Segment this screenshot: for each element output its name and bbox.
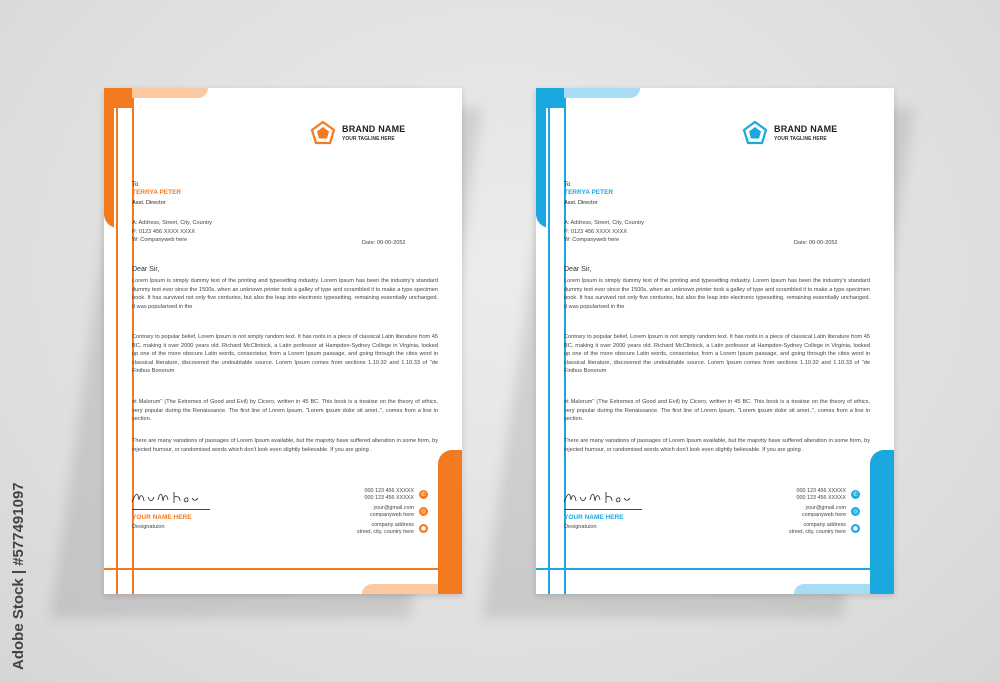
- body-paragraph-4: There are many variations of passages of Lorem Ipsum available, but the majority have suffered alteration in some form, by injected humour, or randomised words which don't look even slightly believable. If you are going .: [564, 438, 870, 453]
- body-paragraph-1: Lorem Ipsum is simply dummy text of the printing and typesetting industry. Lorem Ipsum has been the industry's standard dummy text ever since the 1500s, when an unknown printer took a galley of type and scrambled it to make a type specimen book. It has survived not only five centuries, but also the leap into electronic typesetting, remaining essentially unchanged. It was popularised in the: [564, 278, 870, 310]
- body-paragraph-2: Contrary to popular belief, Lorem Ipsum is not simply random text. It has roots in a piece of classical Latin literature from 45 BC, making it over 2000 years old. Richard McClintock, a Latin professor at Hampden-Sydney College in Virginia, looked up one of the more obscure Latin words, consectetur, from a Lorem Ipsum passage, and going through the cites word in classical literature, discovered the undoubtable source. Lorem Ipsum comes from sections 1.10.32 and 1.10.33 of "de Finibus Bonorum: [132, 334, 438, 375]
- contact-phone-row: [736, 486, 860, 503]
- frame-top-pill: [564, 88, 640, 98]
- body-paragraph-3: et Malorum" (The Extremes of Good and Evil) by Cicero, written in 45 BC. This book is a treatise on the theory of ethics, very popular during the Renaissance. The first line of Lorem Ipsum, "Lorem ipsum dolor sit amet..", comes from a line in section.: [132, 399, 438, 423]
- brand-block: [742, 120, 838, 146]
- recipient-name: TERRYA PETER: [564, 189, 614, 196]
- contact-web: companyweb here: [369, 511, 414, 518]
- your-name: YOUR NAME HERE: [564, 514, 624, 521]
- designation: Designatuion: [132, 524, 165, 530]
- brand-tagline: YOUR TAGLINE HERE: [774, 136, 827, 142]
- phone-line: P: 0123 456 XXXX XXXX: [132, 228, 196, 235]
- salutation: Dear Sir,: [132, 266, 160, 273]
- contact-web: companyweb here: [801, 511, 846, 518]
- letterhead-blue: [536, 88, 894, 594]
- frame-bottom-pill: [794, 584, 870, 594]
- brand-logo-icon: [310, 120, 336, 146]
- signature-line: [564, 509, 642, 510]
- contact-phone-1: 000 123 456 XXXXX: [796, 487, 846, 494]
- contact-address-1: company address: [803, 521, 846, 528]
- recipient-title: Asst. Director: [132, 200, 166, 206]
- frame-bottom-bar: [438, 450, 462, 594]
- frame-bottom-bar: [870, 450, 894, 594]
- frame-bottom-line: [536, 568, 894, 570]
- designation: Designatuion: [564, 524, 597, 530]
- brand-name: BRAND NAME: [342, 124, 406, 134]
- web-line: W: Companyweb here: [564, 237, 620, 244]
- date: Date: 00-00-2052: [794, 240, 838, 246]
- to-label: To: [132, 182, 139, 188]
- stock-id-text: Adobe Stock | #577491097: [10, 482, 27, 670]
- sender-info: [132, 219, 212, 245]
- frame-top-pill: [132, 88, 208, 98]
- contact-email: your@gmail.com: [373, 504, 414, 511]
- contact-phone-row: [304, 486, 428, 503]
- date: Date: 00-00-2052: [362, 240, 406, 246]
- signature-graphic: [562, 488, 642, 508]
- brand-logo-icon: [742, 120, 768, 146]
- phone-line: P: 0123 456 XXXX XXXX: [564, 228, 628, 235]
- body-paragraph-2: Contrary to popular belief, Lorem Ipsum is not simply random text. It has roots in a piece of classical Latin literature from 45 BC, making it over 2000 years old. Richard McClintock, a Latin professor at Hampden-Sydney College in Virginia, looked up one of the more obscure Latin words, consectetur, from a Lorem Ipsum passage, and going through the cites word in classical literature, discovered the undoubtable source. Lorem Ipsum comes from sections 1.10.32 and 1.10.33 of "de Finibus Bonorum: [564, 334, 870, 375]
- brand-block: [310, 120, 406, 146]
- phone-icon: ✆: [852, 491, 859, 498]
- recipient-title: Asst. Director: [564, 200, 598, 206]
- contact-email: your@gmail.com: [805, 504, 846, 511]
- location-icon: ●: [852, 525, 859, 532]
- body-paragraph-4: There are many variations of passages of Lorem Ipsum available, but the majority have suffered alteration in some form, by injected humour, or randomised words which don't look even slightly believable. If you are going .: [132, 438, 438, 453]
- globe-icon: ◎: [852, 508, 859, 515]
- globe-icon: ◎: [420, 508, 427, 515]
- contact-block: [736, 486, 860, 537]
- contact-email-row: [736, 503, 860, 520]
- frame-left-line: [548, 108, 550, 594]
- contact-phone-1: 000 123 456 XXXXX: [364, 487, 414, 494]
- contact-address-2: street, city, country here: [356, 528, 414, 535]
- brand-tagline: YOUR TAGLINE HERE: [342, 136, 395, 142]
- web-line: W: Companyweb here: [132, 237, 188, 244]
- signature-line: [132, 509, 210, 510]
- body-paragraph-3: et Malorum" (The Extremes of Good and Evil) by Cicero, written in 45 BC. This book is a treatise on the theory of ethics, very popular during the Renaissance. The first line of Lorem Ipsum, "Lorem ipsum dolor sit amet..", comes from a line in section.: [564, 399, 870, 423]
- stock-watermark-id: [10, 440, 30, 670]
- phone-icon: ✆: [420, 491, 427, 498]
- contact-email-row: [304, 503, 428, 520]
- contact-address-row: [304, 520, 428, 537]
- frame-bottom-pill: [362, 584, 438, 594]
- address-line: A: Address, Street, City, Country: [132, 220, 213, 226]
- contact-phone-2: 000 123 456 XXXXX: [364, 494, 414, 501]
- contact-block: [304, 486, 428, 537]
- body-paragraph-1: Lorem Ipsum is simply dummy text of the printing and typesetting industry. Lorem Ipsum has been the industry's standard dummy text ever since the 1500s, when an unknown printer took a galley of type and scrambled it to make a type specimen book. It has survived not only five centuries, but also the leap into electronic typesetting, remaining essentially unchanged. It was popularised in the: [132, 278, 438, 310]
- to-label: To: [564, 182, 571, 188]
- contact-phone-2: 000 123 456 XXXXX: [796, 494, 846, 501]
- sender-info: [564, 219, 644, 245]
- signature-graphic: [130, 488, 210, 508]
- your-name: YOUR NAME HERE: [132, 514, 192, 521]
- letterhead-orange: [104, 88, 462, 594]
- salutation: Dear Sir,: [564, 266, 592, 273]
- contact-address-1: company address: [371, 521, 414, 528]
- address-line: A: Address, Street, City, Country: [564, 220, 645, 226]
- recipient-name: TERRYA PETER: [132, 189, 182, 196]
- brand-name: BRAND NAME: [774, 124, 838, 134]
- contact-address-row: [736, 520, 860, 537]
- contact-address-2: street, city, country here: [788, 528, 846, 535]
- frame-bottom-line: [104, 568, 462, 570]
- location-icon: ●: [420, 525, 427, 532]
- frame-left-line: [116, 108, 118, 594]
